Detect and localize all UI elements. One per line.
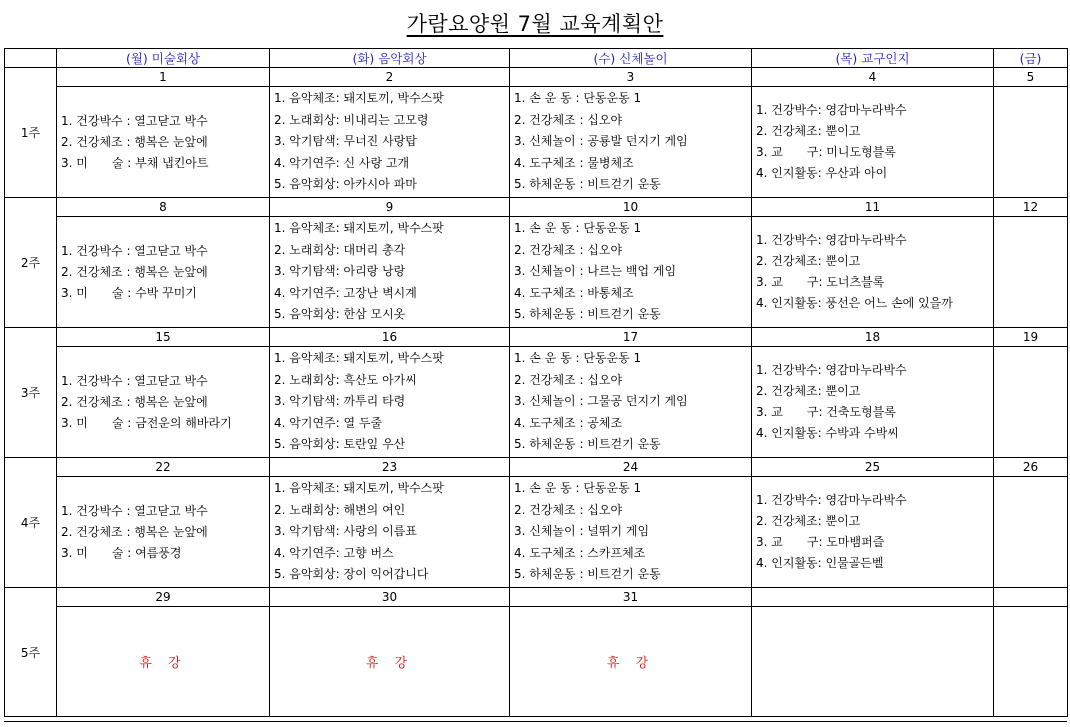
plan-cell-fri bbox=[994, 87, 1068, 198]
plan-cell-thu bbox=[752, 87, 994, 198]
plan-cell-mon bbox=[57, 477, 270, 588]
plan-cell-fri bbox=[994, 347, 1068, 458]
date-cell: 9 bbox=[270, 198, 510, 217]
plan-line: 5. 하체운동 : 비트걷기 운동 bbox=[514, 567, 661, 582]
plan-line: 1. 건강박수: 영감마누라박수 bbox=[756, 493, 907, 507]
plan-cell-mon bbox=[57, 217, 270, 328]
plan-line: 5. 하체운동 : 비트걷기 운동 bbox=[514, 307, 661, 322]
plan-line: 3. 신체놀이 : 그물공 던지기 게임 bbox=[514, 394, 688, 409]
plan-line: 3. 신체놀이 : 공룡발 던지기 게임 bbox=[514, 134, 688, 149]
plan-line: 2. 건강체조 : 십오야 bbox=[514, 242, 623, 257]
plan-line: 1. 건강박수: 영감마누라박수 bbox=[756, 233, 907, 247]
plan-line: 2. 노래회상: 대머리 총각 bbox=[274, 242, 406, 257]
plan-line: 4. 악기연주: 신 사랑 고개 bbox=[274, 155, 410, 170]
day-header-fri: (금) bbox=[994, 49, 1068, 68]
date-cell: 10 bbox=[510, 198, 752, 217]
date-cell: 19 bbox=[994, 328, 1068, 347]
plan-line: 4. 인지활동: 수박과 수박씨 bbox=[756, 426, 899, 440]
plan-cell-tue bbox=[270, 477, 510, 588]
plan-line: 4. 악기연주: 고향 버스 bbox=[274, 545, 394, 560]
plan-line: 4. 악기연주: 열 두줄 bbox=[274, 415, 383, 430]
plan-line: 4. 도구체조 : 공체조 bbox=[514, 415, 623, 430]
date-cell: 18 bbox=[752, 328, 994, 347]
plan-line: 3. 악기탐색: 아리랑 낭랑 bbox=[274, 264, 406, 279]
plan-line: 4. 도구체조 : 스카프체조 bbox=[514, 545, 646, 560]
plan-line: 5. 음악회상: 한삼 모시옷 bbox=[274, 307, 406, 322]
date-cell: 30 bbox=[270, 588, 510, 607]
schedule-body bbox=[5, 68, 1068, 717]
date-cell: 24 bbox=[510, 458, 752, 477]
plan-line: 1. 건강박수: 영감마누라박수 bbox=[756, 363, 907, 377]
rest-cell: 휴 강 bbox=[57, 607, 270, 717]
date-cell: 25 bbox=[752, 458, 994, 477]
plan-cell-fri bbox=[994, 217, 1068, 328]
plan-cell-tue bbox=[270, 87, 510, 198]
date-cell: 23 bbox=[270, 458, 510, 477]
plan-line: 1. 손 운 동 : 단동운동 1 bbox=[514, 91, 642, 106]
date-cell: 26 bbox=[994, 458, 1068, 477]
date-cell: 15 bbox=[57, 328, 270, 347]
week-content-row bbox=[5, 87, 1068, 198]
plan-cell-mon bbox=[57, 87, 270, 198]
plan-line: 2. 건강체조: 뿐이고 bbox=[756, 514, 861, 528]
plan-line: 3. 교 구: 도마뱀퍼즐 bbox=[756, 535, 885, 549]
plan-line: 5. 음악회상: 장이 익어갑니다 bbox=[274, 567, 429, 582]
date-cell: 29 bbox=[57, 588, 270, 607]
plan-line: 1. 손 운 동 : 단동운동 1 bbox=[514, 481, 642, 496]
plan-cell-wed bbox=[510, 477, 752, 588]
week-label: 4주 bbox=[5, 458, 57, 588]
rest-cell: 휴 강 bbox=[510, 607, 752, 717]
week-date-row bbox=[5, 588, 1068, 607]
week-content-row bbox=[5, 477, 1068, 588]
plan-line: 1. 손 운 동 : 단동운동 1 bbox=[514, 351, 642, 366]
week-date-row bbox=[5, 68, 1068, 87]
plan-line: 2. 노래회상: 흑산도 아가씨 bbox=[274, 372, 417, 387]
week-date-row bbox=[5, 328, 1068, 347]
plan-line: 2. 노래회상: 비내리는 고모령 bbox=[274, 112, 429, 127]
date-cell: 12 bbox=[994, 198, 1068, 217]
plan-line: 2. 건강체조 : 십오야 bbox=[514, 112, 623, 127]
plan-line: 2. 건강체조 : 십오야 bbox=[514, 502, 623, 517]
date-cell bbox=[994, 588, 1068, 607]
plan-line: 3. 미 술 : 여름풍경 bbox=[61, 545, 182, 560]
date-cell: 3 bbox=[510, 68, 752, 87]
plan-cell-wed bbox=[510, 347, 752, 458]
plan-line: 3. 악기탐색: 무너진 사랑탑 bbox=[274, 134, 417, 149]
plan-line: 4. 도구체조 : 바통체조 bbox=[514, 285, 634, 300]
plan-line: 3. 악기탐색: 까투리 타령 bbox=[274, 394, 406, 409]
week-label: 1주 bbox=[5, 68, 57, 198]
plan-cell-mon bbox=[57, 347, 270, 458]
rest-cell bbox=[752, 607, 994, 717]
plan-line: 2. 건강체조 : 행복은 눈앞에 bbox=[61, 394, 208, 409]
plan-line: 3. 미 술 : 수박 꾸미기 bbox=[61, 285, 197, 300]
date-cell: 2 bbox=[270, 68, 510, 87]
plan-line: 4. 인지활동: 풍선은 어느 손에 있을까 bbox=[756, 296, 953, 310]
bottom-rule bbox=[4, 721, 1067, 722]
date-cell: 4 bbox=[752, 68, 994, 87]
plan-line: 3. 신체놀이 : 널뛰기 게임 bbox=[514, 524, 650, 539]
rest-cell: 휴 강 bbox=[270, 607, 510, 717]
plan-line: 4. 인지활동: 인물골든벨 bbox=[756, 556, 884, 570]
plan-line: 3. 악기탐색: 사랑의 이름표 bbox=[274, 524, 417, 539]
schedule-table bbox=[4, 48, 1068, 717]
plan-line: 2. 건강체조: 뿐이고 bbox=[756, 124, 861, 138]
plan-line: 5. 하체운동 : 비트걷기 운동 bbox=[514, 437, 661, 452]
date-cell bbox=[752, 588, 994, 607]
plan-cell-thu bbox=[752, 347, 994, 458]
plan-line: 5. 음악회상: 아카시아 파마 bbox=[274, 177, 417, 192]
plan-line: 1. 건강박수 : 열고닫고 박수 bbox=[61, 243, 208, 258]
title-text: 가람요양원 7월 교육계획안 bbox=[406, 12, 664, 36]
plan-cell-thu bbox=[752, 217, 994, 328]
date-cell: 8 bbox=[57, 198, 270, 217]
plan-line: 3. 교 구: 건축도형블록 bbox=[756, 405, 896, 419]
plan-line: 2. 건강체조: 뿐이고 bbox=[756, 384, 861, 398]
plan-line: 3. 미 술 : 부채 냅킨아트 bbox=[61, 155, 209, 170]
plan-cell-tue bbox=[270, 217, 510, 328]
week-label: 3주 bbox=[5, 328, 57, 458]
week-content-row bbox=[5, 347, 1068, 458]
date-cell: 5 bbox=[994, 68, 1068, 87]
document-title bbox=[0, 8, 1070, 38]
plan-cell-tue bbox=[270, 347, 510, 458]
plan-cell-thu bbox=[752, 477, 994, 588]
week-content-row bbox=[5, 217, 1068, 328]
plan-cell-fri bbox=[994, 477, 1068, 588]
plan-line: 2. 노래회상: 해변의 여인 bbox=[274, 502, 406, 517]
plan-line: 3. 미 술 : 금전운의 해바라기 bbox=[61, 415, 232, 430]
plan-line: 1. 음악체조: 돼지토끼, 박수스팟 bbox=[274, 221, 444, 236]
plan-line: 1. 손 운 동 : 단동운동 1 bbox=[514, 221, 642, 236]
week-date-row bbox=[5, 198, 1068, 217]
plan-line: 2. 건강체조: 뿐이고 bbox=[756, 254, 861, 268]
week-date-row bbox=[5, 458, 1068, 477]
plan-line: 2. 건강체조 : 십오야 bbox=[514, 372, 623, 387]
plan-line: 3. 교 구: 미니도형블록 bbox=[756, 145, 896, 159]
plan-line: 2. 건강체조 : 행복은 눈앞에 bbox=[61, 264, 208, 279]
plan-line: 1. 음악체조: 돼지토끼, 박수스팟 bbox=[274, 351, 444, 366]
day-header-tue: (화) 음악회상 bbox=[270, 49, 510, 68]
plan-line: 2. 건강체조 : 행복은 눈앞에 bbox=[61, 134, 208, 149]
rest-cell bbox=[994, 607, 1068, 717]
date-cell: 22 bbox=[57, 458, 270, 477]
plan-line: 1. 건강박수 : 열고닫고 박수 bbox=[61, 503, 208, 518]
plan-cell-wed bbox=[510, 217, 752, 328]
date-cell: 16 bbox=[270, 328, 510, 347]
corner-cell bbox=[5, 49, 57, 68]
plan-line: 1. 건강박수: 영감마누라박수 bbox=[756, 103, 907, 117]
plan-line: 4. 인지활동: 우산과 아이 bbox=[756, 166, 888, 180]
day-header-row bbox=[5, 49, 1068, 68]
date-cell: 1 bbox=[57, 68, 270, 87]
week-label: 2주 bbox=[5, 198, 57, 328]
week-label: 5주 bbox=[5, 588, 57, 717]
plan-line: 4. 악기연주: 고장난 벽시계 bbox=[274, 285, 417, 300]
plan-line: 1. 건강박수 : 열고닫고 박수 bbox=[61, 373, 208, 388]
day-header-mon: (월) 미술회상 bbox=[57, 49, 270, 68]
plan-line: 1. 음악체조: 돼지토끼, 박수스팟 bbox=[274, 91, 444, 106]
plan-cell-wed bbox=[510, 87, 752, 198]
date-cell: 17 bbox=[510, 328, 752, 347]
day-header-wed: (수) 신체놀이 bbox=[510, 49, 752, 68]
plan-line: 1. 건강박수 : 열고닫고 박수 bbox=[61, 113, 208, 128]
plan-line: 4. 도구체조 : 물병체조 bbox=[514, 155, 634, 170]
day-header-thu: (목) 교구인지 bbox=[752, 49, 994, 68]
plan-line: 5. 하체운동 : 비트걷기 운동 bbox=[514, 177, 661, 192]
week-content-row bbox=[5, 607, 1068, 717]
plan-line: 1. 음악체조: 돼지토끼, 박수스팟 bbox=[274, 481, 444, 496]
date-cell: 31 bbox=[510, 588, 752, 607]
plan-line: 3. 신체놀이 : 나르는 백업 게임 bbox=[514, 264, 677, 279]
plan-line: 3. 교 구: 도너츠블록 bbox=[756, 275, 885, 289]
plan-line: 2. 건강체조 : 행복은 눈앞에 bbox=[61, 524, 208, 539]
date-cell: 11 bbox=[752, 198, 994, 217]
plan-line: 5. 음악회상: 토란잎 우산 bbox=[274, 437, 406, 452]
